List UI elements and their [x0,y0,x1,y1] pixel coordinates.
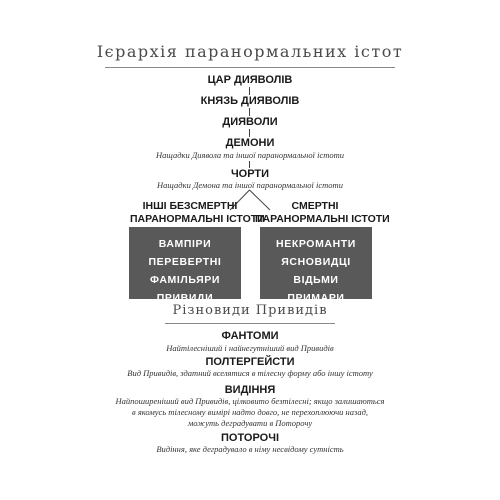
box-item-vampiry: ВАМПІРИ [158,238,212,250]
branch-head-mortal [255,200,390,226]
ghost-type-potorochi: ПОТОРОЧІ [221,432,279,444]
note-chorty: Нащадки Демона та іншої паранормальної істоти [157,180,343,190]
ghost-type-potorochi-desc: Видіння, яке деградувало в німу несвідому сутність [156,444,344,454]
box-item-pryvydy: ПРИВИДИ [156,292,214,304]
ghost-types-title: Різновиди Привидів [172,303,328,318]
branch-head-immortal [130,200,265,226]
connector-4 [249,161,250,168]
ghost-type-fantomy-desc: Найтілесніший і найнегутніший вид Привидів [166,343,334,353]
node-chorty: ЧОРТИ [230,168,270,180]
node-tsar-dyyavoliv: ЦАР ДИЯВОЛІВ [207,74,293,86]
branch-head-mortal-line1: СМЕРТНІ [291,200,339,212]
ghost-type-vydinnia: ВИДІННЯ [224,384,276,396]
branch-head-immortal-line1: ІНШІ БЕЗСМЕРТНІ [142,200,238,212]
ghost-types-rule [165,323,335,324]
box-item-familyary: ФАМІЛЬЯРИ [150,274,220,286]
ghost-type-poltergeisty: ПОЛТЕРГЕЙСТИ [205,356,295,368]
connector-1 [249,87,250,95]
box-item-nekromanty: НЕКРОМАНТИ [276,238,356,250]
ghost-type-poltergeisty-desc: Вид Привидів, здатний вселятися в тілесну форму або іншу істоту [127,368,373,378]
mortal-creatures-box [260,227,372,304]
title-rule [105,67,395,68]
connector-3 [249,129,250,137]
branch-head-immortal-line2: ПАРАНОРМАЛЬНІ ІСТОТИ [130,213,265,225]
box-item-perevertni: ПЕРЕВЕРТНІ [148,256,222,268]
connector-2 [249,108,250,116]
ghost-type-fantomy: ФАНТОМИ [221,330,279,342]
node-demony: ДЕМОНИ [225,137,275,149]
note-demony: Нащадки Диявола та іншої паранормальної істоти [155,150,345,160]
ghost-type-vydinnia-desc-3: можуть деградувати в Поторочу [187,418,313,428]
box-item-vidmy: ВІДЬМИ [293,274,339,286]
branch-head-mortal-line2: ПАРАНОРМАЛЬНІ ІСТОТИ [255,213,390,225]
node-kniaz-dyyavoliv: КНЯЗЬ ДИЯВОЛІВ [200,95,300,107]
ghost-type-vydinnia-desc-2: в якомусь тілесному вимірі надто довго, не перехоплюючи назад, [132,407,368,417]
diagram-title: Ієрархія паранормальних істот [96,42,404,61]
ghost-type-vydinnia-desc-1: Найпоширеніший вид Привидів, цілковито безтілесні; якщо залишаються [115,396,385,406]
node-dyyavoly: ДИЯВОЛИ [222,116,278,128]
immortal-creatures-box [129,227,241,304]
box-item-prymary: ПРИМАРИ [287,292,345,304]
box-item-yasnovydtsi: ЯСНОВИДЦІ [281,256,351,268]
